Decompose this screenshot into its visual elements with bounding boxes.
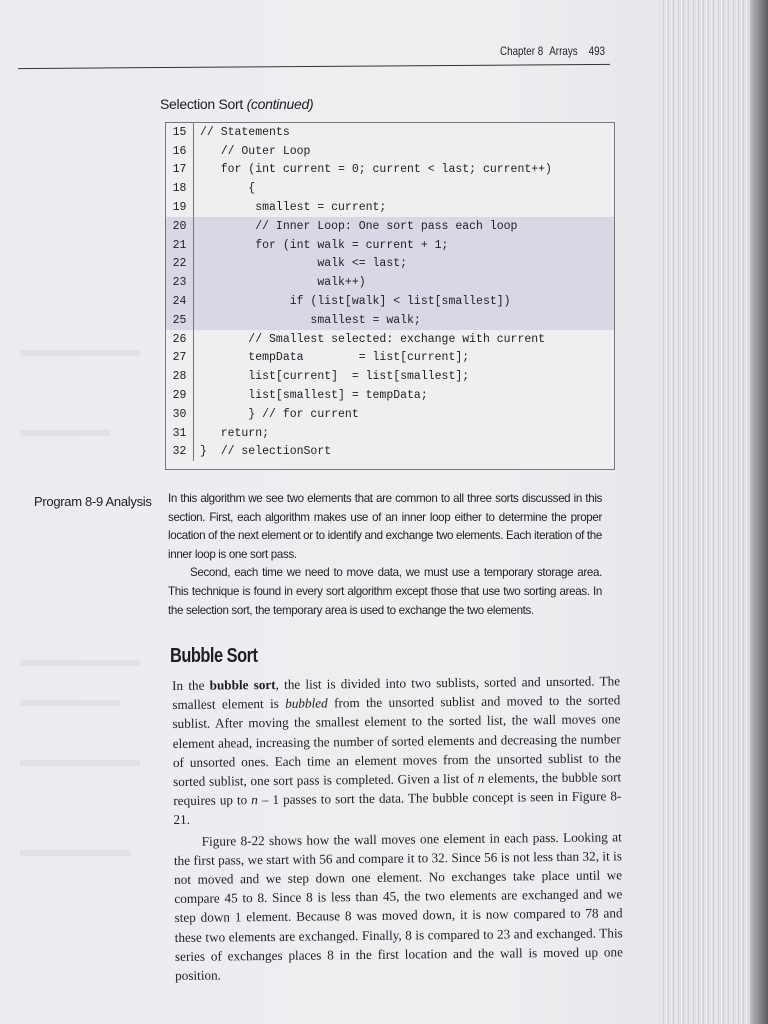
code-text: { <box>200 182 256 196</box>
code-line <box>166 123 614 142</box>
bleed-through-mark <box>20 760 140 766</box>
code-text: } // for current <box>200 407 359 421</box>
line-number: 30 <box>166 405 194 424</box>
text-run: In the <box>172 677 210 693</box>
code-text: return; <box>200 426 270 440</box>
line-number: 27 <box>166 349 194 368</box>
text-run: elements, the bubble sort requires up to <box>173 769 622 809</box>
code-line <box>166 236 614 255</box>
code-line <box>166 349 614 368</box>
section-label: Arrays <box>549 44 578 58</box>
line-number: 18 <box>166 179 194 198</box>
term-bubble-sort: bubble sort <box>209 676 276 693</box>
bleed-through-mark <box>20 660 140 666</box>
code-text: } // selectionSort <box>200 445 332 459</box>
line-number: 16 <box>166 142 194 161</box>
analysis-text <box>168 490 602 620</box>
code-line <box>166 217 614 236</box>
italic-n: n <box>477 770 485 786</box>
line-number: 19 <box>166 198 194 217</box>
code-line <box>166 311 614 330</box>
body-text <box>172 671 623 985</box>
code-line <box>166 330 614 349</box>
line-number: 23 <box>166 273 194 292</box>
running-header <box>500 44 631 58</box>
line-number: 22 <box>166 255 194 274</box>
analysis-paragraph: Second, each time we need to move data, we must use a temporary storage area. This technique is found in every sort algorithm except those that use two sorting areas. In the selection sort, the temporary area is used to exchange the two elements. <box>168 566 602 617</box>
bleed-through-mark <box>20 700 120 706</box>
program-continued: (continued) <box>246 96 314 112</box>
code-line <box>166 142 614 161</box>
code-listing <box>165 122 615 470</box>
code-text: walk++) <box>200 276 366 290</box>
code-line <box>166 255 614 274</box>
text-run: – 1 passes to sort the data. The bubble concept is seen in Figure 8-21. <box>173 788 622 828</box>
code-line <box>166 198 614 217</box>
code-text: for (int current = 0; current < last; current++) <box>200 163 552 177</box>
italic-bubbled: bubbled <box>285 695 328 712</box>
line-number: 31 <box>166 424 194 443</box>
line-number: 32 <box>166 443 194 462</box>
bleed-through-mark <box>20 850 130 856</box>
code-line <box>166 386 614 405</box>
code-text: walk <= last; <box>200 257 408 271</box>
text-run: from the unsorted sublist and moved to the sorted sublist. After moving the smallest element to the sorted list, the wall moves one element ahead, increasing the number of sorted elements and decreasing the number of unsorted ones. Each time an element moves from the unsorted sublist to the sorted sublist, one sort pass is completed. Given a list of <box>172 692 621 790</box>
line-number: 17 <box>166 161 194 180</box>
analysis-paragraph: In this algorithm we see two elements that are common to all three sorts discussed in this section. First, each algorithm makes use of an inner loop either to determine the proper location of the next element or to identify and exchange two elements. Each iteration of the inner loop is one sort pass. <box>168 492 602 561</box>
code-text: list[smallest] = tempData; <box>200 389 428 403</box>
code-text: for (int walk = current + 1; <box>200 238 449 252</box>
code-text: if (list[walk] < list[smallest]) <box>200 295 511 309</box>
line-number: 15 <box>166 123 194 142</box>
code-text: // Smallest selected: exchange with current <box>200 332 546 346</box>
program-caption <box>160 96 313 112</box>
code-text: // Inner Loop: One sort pass each loop <box>200 219 518 233</box>
code-line <box>166 179 614 198</box>
page-number: 493 <box>588 44 606 58</box>
line-number: 28 <box>166 367 194 386</box>
code-text: // Statements <box>200 125 290 139</box>
line-number: 20 <box>166 217 194 236</box>
code-line <box>166 424 614 443</box>
header-rule <box>18 64 610 69</box>
chapter-label: Chapter 8 <box>500 44 544 58</box>
code-line <box>166 273 614 292</box>
section-heading: Bubble Sort <box>170 645 258 667</box>
code-line <box>166 443 614 462</box>
bleed-through-mark <box>20 430 110 436</box>
code-line <box>166 161 614 180</box>
code-line <box>166 405 614 424</box>
code-text: tempData = list[current]; <box>200 351 470 365</box>
analysis-label: Program 8-9 Analysis <box>34 494 152 509</box>
line-number: 25 <box>166 311 194 330</box>
line-number: 24 <box>166 292 194 311</box>
page-stack-edge <box>660 0 768 1024</box>
bleed-through-mark <box>20 350 140 356</box>
code-text: // Outer Loop <box>200 144 311 158</box>
code-line <box>166 292 614 311</box>
code-text: smallest = current; <box>200 201 387 215</box>
code-text: smallest = walk; <box>200 313 421 327</box>
text-run: , the list is divided into two sublists, sorted and unsorted. The smallest element is <box>172 673 621 713</box>
code-line <box>166 367 614 386</box>
line-number: 29 <box>166 386 194 405</box>
body-paragraph: Figure 8-22 shows how the wall moves one element in each pass. Looking at the first pass, we start with 56 and compare it to 32. Since 56 is not less than 32, it is not moved and we step down one element. No exchanges take place until we compare 45 to 8. Since 8 is less than 45, the two elements are exchanged and we step down 1 element. Because 8 was moved down, it is now compared to 78 and these two elements are exchanged. Finally, 8 is compared to 23 and exchanged. This series of exchanges places 8 in the first location and the wall is moved up one position. <box>173 828 623 984</box>
program-title: Selection Sort <box>160 96 243 112</box>
body-paragraph <box>172 671 622 829</box>
italic-n: n <box>251 792 258 808</box>
line-number: 26 <box>166 330 194 349</box>
code-text: list[current] = list[smallest]; <box>200 370 470 384</box>
line-number: 21 <box>166 236 194 255</box>
